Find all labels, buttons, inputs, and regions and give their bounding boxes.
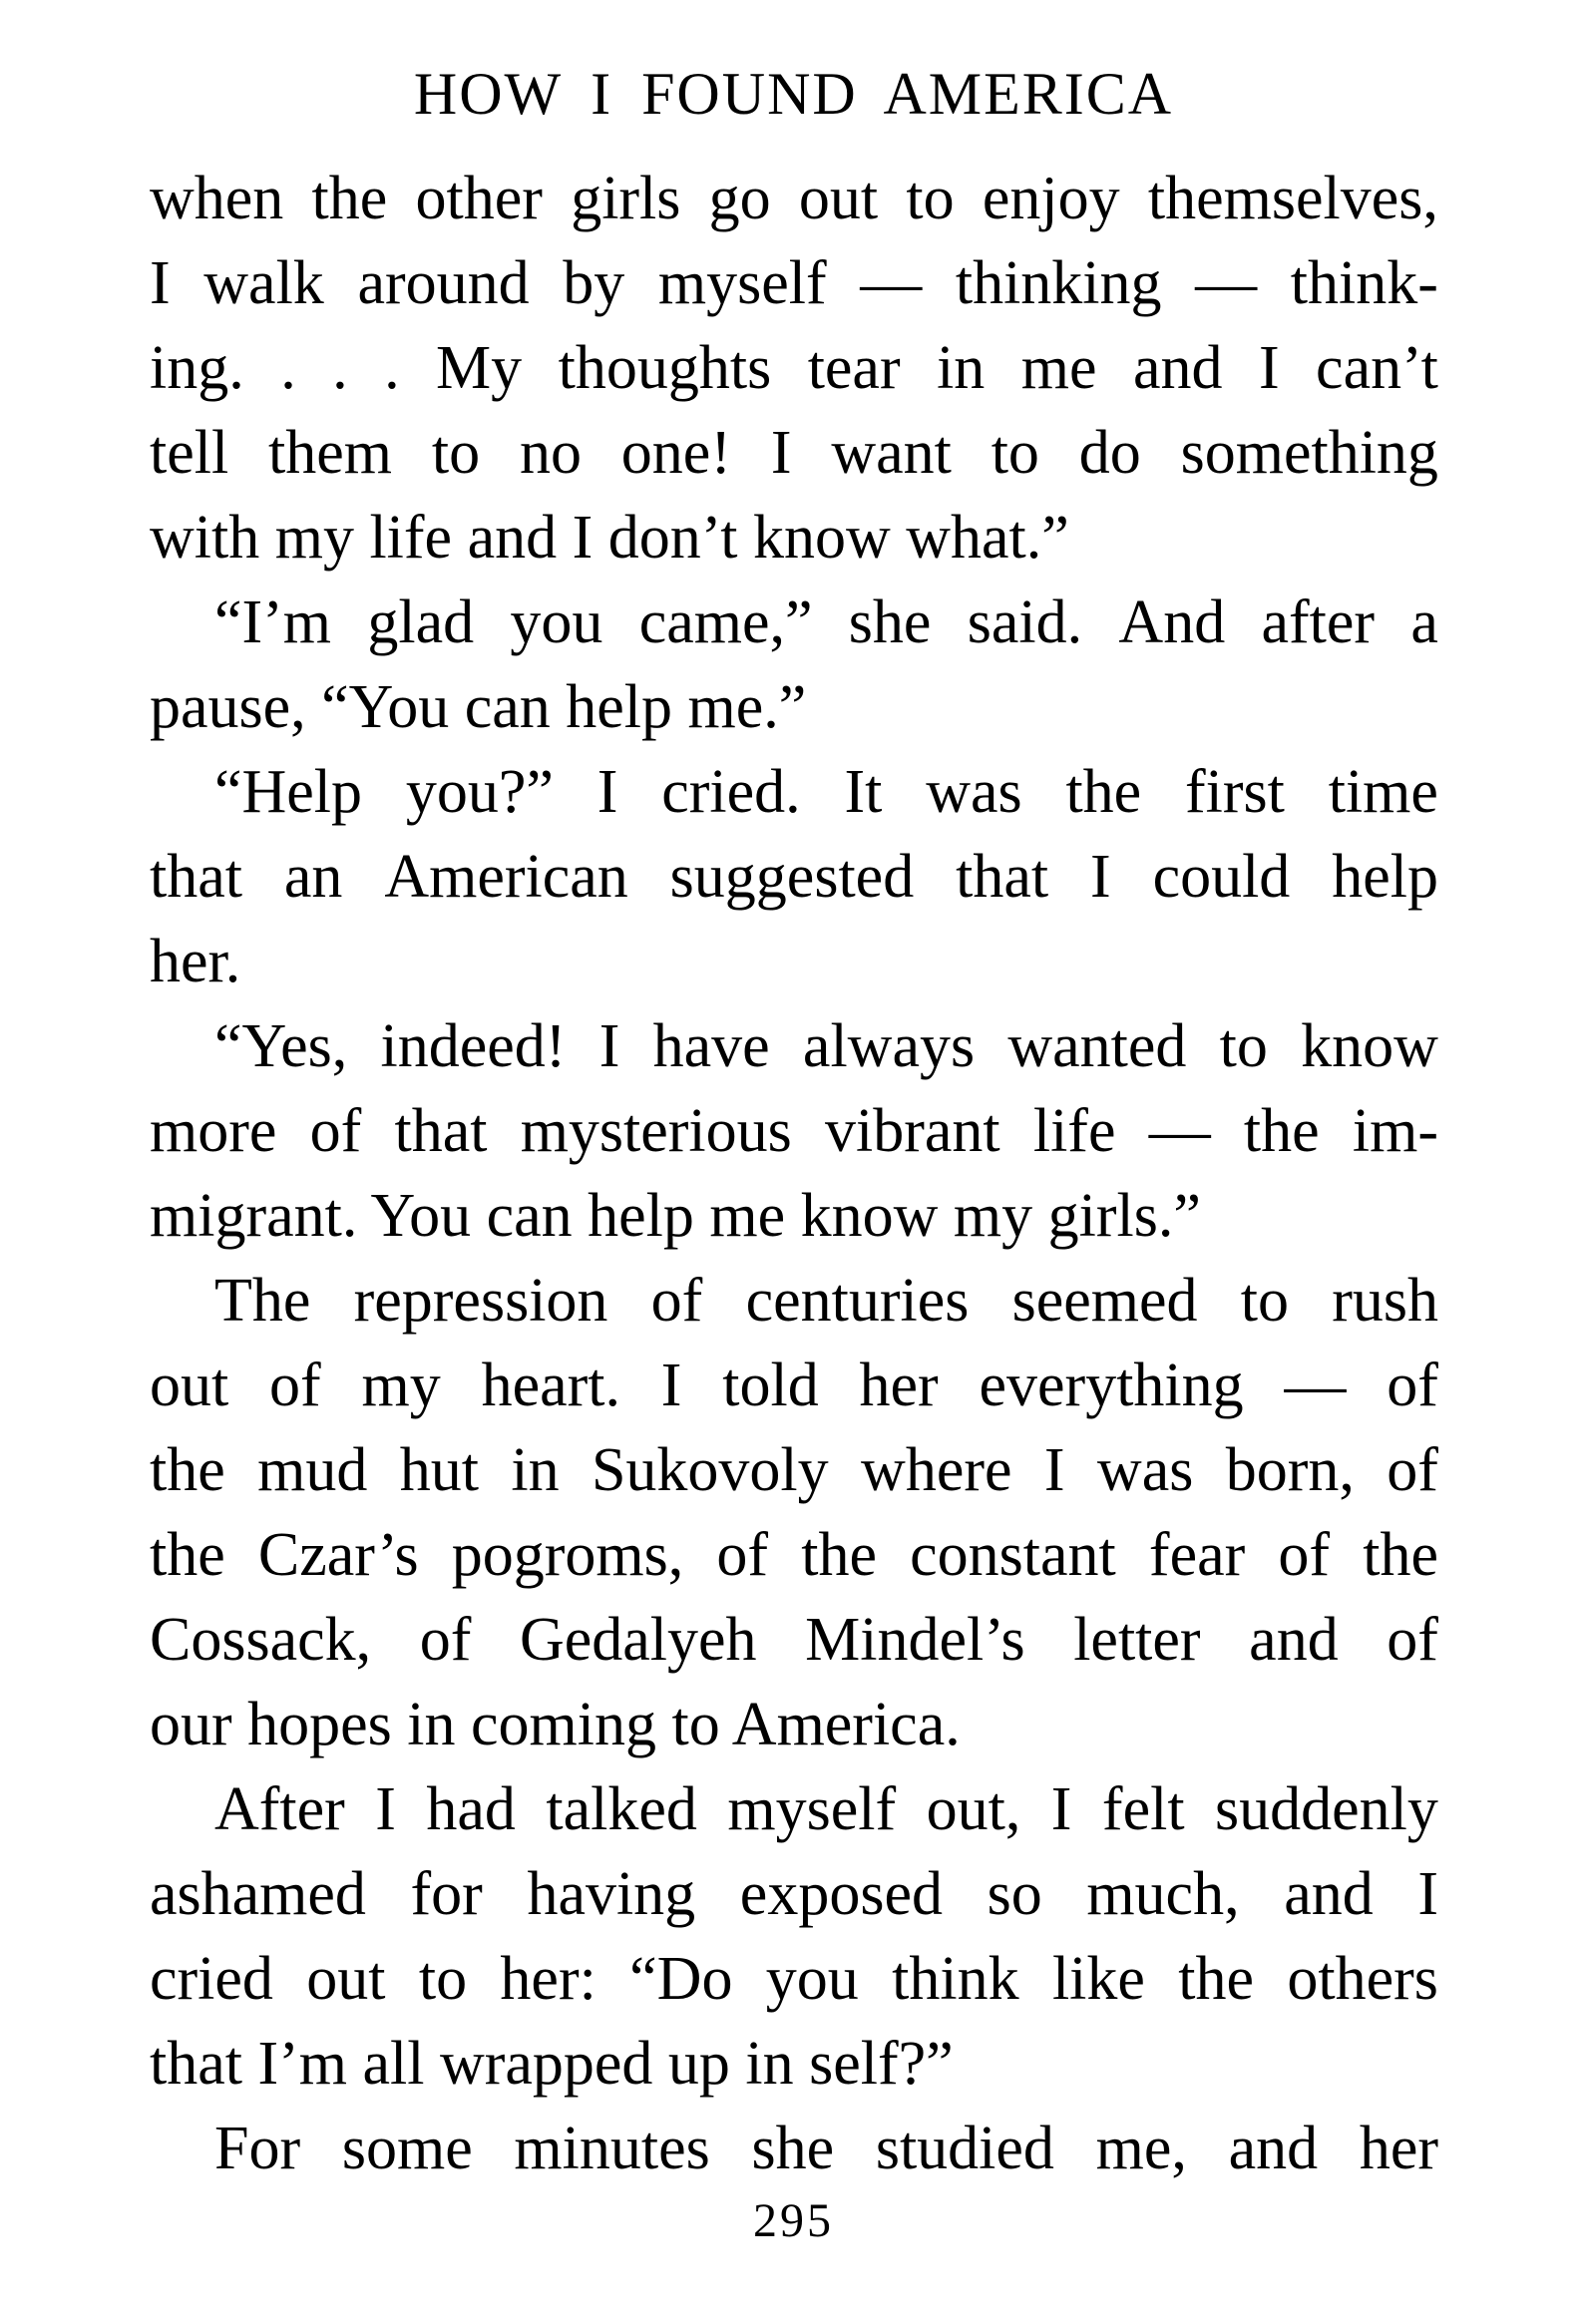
word: I [1258, 334, 1280, 402]
text-line: that I’m all wrapped up in self?” [150, 2030, 954, 2098]
text-line [150, 1428, 1438, 1513]
word: the [1065, 758, 1142, 826]
word: “Do [629, 1945, 733, 2013]
page-header: HOW I FOUND AMERICA [413, 61, 1174, 127]
word: myself [657, 249, 827, 317]
word: where [861, 1436, 1012, 1504]
text-line: her. [150, 928, 241, 995]
word: her [1359, 2115, 1438, 2182]
word: her [859, 1352, 939, 1419]
text-line [150, 326, 1438, 411]
word: a [1410, 588, 1438, 656]
word: of [419, 1606, 472, 1674]
word: It [844, 758, 883, 826]
word: — [860, 249, 923, 317]
text-line [150, 2107, 1438, 2191]
text-line: with my life and I don’t know what.” [150, 504, 1069, 572]
word: mud [257, 1436, 368, 1504]
text-line [150, 581, 1438, 665]
text-line: pause, “You can help me.” [150, 673, 807, 741]
word: could [1152, 843, 1291, 911]
word: always [802, 1012, 976, 1080]
word: Mindel’s [805, 1606, 1025, 1674]
word: want [831, 419, 952, 487]
word: . [332, 334, 348, 402]
text-line [150, 241, 1438, 326]
word: indeed! [380, 1012, 567, 1080]
word: walk [203, 249, 324, 317]
word: and [1249, 1606, 1339, 1674]
word: constant [910, 1521, 1116, 1589]
word: other [415, 165, 543, 232]
word: felt [1101, 1775, 1185, 1843]
word: tell [150, 419, 229, 487]
word: For [214, 2115, 301, 2182]
word: to [991, 419, 1039, 487]
word: . [384, 334, 400, 402]
word: told [722, 1352, 819, 1419]
word: of [1387, 1606, 1438, 1674]
word: in [511, 1436, 560, 1504]
word: that [394, 1097, 488, 1165]
word: in [937, 334, 986, 402]
word: I [1417, 1860, 1438, 1928]
text-line [150, 1598, 1438, 1683]
word: And [1118, 588, 1226, 656]
word: and [1284, 1860, 1374, 1928]
word: when [150, 165, 284, 232]
word: you [765, 1945, 859, 2013]
word: to [418, 1945, 468, 2013]
word: came,” [638, 588, 813, 656]
word: I [1090, 843, 1111, 911]
text-block [150, 157, 1438, 2191]
word: the [150, 1521, 225, 1589]
word: that [150, 843, 242, 911]
word: can’t [1316, 334, 1438, 402]
word: wanted [1007, 1012, 1187, 1080]
word: seemed [1011, 1267, 1198, 1335]
word: think- [1290, 249, 1438, 317]
word: Sukovoly [591, 1436, 829, 1504]
word: minutes [514, 2115, 710, 2182]
word: girls [571, 165, 681, 232]
word: myself [727, 1775, 897, 1843]
word: My [436, 334, 523, 402]
word: I [660, 1352, 682, 1419]
word: im- [1352, 1097, 1438, 1165]
word: mysterious [520, 1097, 792, 1165]
word: to [431, 419, 481, 487]
word: around [357, 249, 530, 317]
text-line [150, 1937, 1438, 2022]
word: my [361, 1352, 441, 1419]
word: I [1050, 1775, 1072, 1843]
word: life [1032, 1097, 1116, 1165]
word: after [1261, 588, 1376, 656]
word: I [1043, 1436, 1065, 1504]
word: she [751, 2115, 835, 2182]
word: the [1363, 1521, 1438, 1589]
word: having [527, 1860, 696, 1928]
word: I [770, 419, 792, 487]
word: of [309, 1097, 362, 1165]
word: cried. [661, 758, 801, 826]
word: time [1328, 758, 1438, 826]
word: letter [1073, 1606, 1201, 1674]
word: no [519, 419, 582, 487]
word: and [1132, 334, 1223, 402]
word: tear [807, 334, 901, 402]
word: out [306, 1945, 386, 2013]
word: Gedalyeh [520, 1606, 757, 1674]
text-line [150, 1767, 1438, 1852]
word: out [150, 1352, 229, 1419]
word: out [798, 165, 879, 232]
word: an [283, 843, 343, 911]
word: suddenly [1215, 1775, 1438, 1843]
word: something [1180, 419, 1438, 487]
text-line [150, 1344, 1438, 1428]
text-line [150, 1852, 1438, 1937]
word: thoughts [558, 334, 772, 402]
word: think [892, 1945, 1019, 2013]
text-line [150, 1513, 1438, 1598]
word: I [375, 1775, 396, 1843]
text-line [150, 750, 1438, 835]
word: said. [967, 588, 1083, 656]
word: vibrant [825, 1097, 1000, 1165]
word: had [426, 1775, 516, 1843]
word: first [1185, 758, 1285, 826]
word: go [708, 165, 771, 232]
word: heart. [481, 1352, 620, 1419]
word: . [280, 334, 296, 402]
word: the [801, 1521, 877, 1589]
word: themselves, [1147, 165, 1438, 232]
word: centuries [745, 1267, 970, 1335]
word: of [1387, 1436, 1438, 1504]
page-number: 295 [753, 2194, 834, 2247]
word: thinking [955, 249, 1162, 317]
word: pogroms, [451, 1521, 684, 1589]
text-line: our hopes in coming to America. [150, 1691, 961, 1758]
word: cried [150, 1945, 273, 2013]
word: After [214, 1775, 345, 1843]
text-line [150, 835, 1438, 920]
word: exposed [739, 1860, 943, 1928]
word: she [848, 588, 932, 656]
text-line [150, 1089, 1438, 1174]
word: one! [620, 419, 731, 487]
word: you [510, 588, 603, 656]
word: of [1278, 1521, 1331, 1589]
word: ing. [150, 334, 244, 402]
word: enjoy [982, 165, 1120, 232]
word: the [311, 165, 388, 232]
word: everything [979, 1352, 1244, 1419]
word: was [926, 758, 1022, 826]
word: glad [367, 588, 475, 656]
word: of [269, 1352, 321, 1419]
word: much, [1086, 1860, 1240, 1928]
word: Czar’s [257, 1521, 419, 1589]
word: Cossack, [150, 1606, 372, 1674]
word: born, [1225, 1436, 1355, 1504]
text-line [150, 157, 1438, 241]
word: so [987, 1860, 1042, 1928]
word: some [341, 2115, 473, 2182]
word: know [1301, 1012, 1438, 1080]
word: “Help [214, 758, 363, 826]
word: you?” [405, 758, 554, 826]
word: me, [1095, 2115, 1187, 2182]
word: — [1284, 1352, 1347, 1419]
word: the [150, 1436, 225, 1504]
word: I [150, 249, 171, 317]
word: was [1096, 1436, 1194, 1504]
word: more [150, 1097, 277, 1165]
word: the [1178, 1945, 1255, 2013]
word: American [384, 843, 628, 911]
word: The [214, 1267, 311, 1335]
text-line [150, 1259, 1438, 1344]
word: her: [500, 1945, 596, 2013]
word: of [1387, 1352, 1438, 1419]
text-line [150, 411, 1438, 496]
word: for [410, 1860, 483, 1928]
word: suggested [669, 843, 915, 911]
word: others [1287, 1945, 1438, 2013]
word: talked [546, 1775, 697, 1843]
word: “I’m [214, 588, 332, 656]
word: that [956, 843, 1049, 911]
word: fear [1148, 1521, 1246, 1589]
word: help [1332, 843, 1438, 911]
word: to [1219, 1012, 1268, 1080]
word: repression [353, 1267, 608, 1335]
word: hut [399, 1436, 479, 1504]
word: like [1051, 1945, 1145, 2013]
word: I [596, 758, 618, 826]
word: ashamed [150, 1860, 366, 1928]
word: by [563, 249, 625, 317]
word: — [1195, 249, 1258, 317]
word: rush [1332, 1267, 1438, 1335]
word: do [1078, 419, 1141, 487]
word: of [716, 1521, 769, 1589]
word: have [652, 1012, 770, 1080]
word: of [650, 1267, 703, 1335]
text-line: migrant. You can help me know my girls.” [150, 1182, 1201, 1250]
word: the [1243, 1097, 1320, 1165]
word: studied [875, 2115, 1054, 2182]
word: me [1020, 334, 1097, 402]
word: them [268, 419, 393, 487]
word: “Yes, [214, 1012, 348, 1080]
word: to [906, 165, 955, 232]
word: out, [926, 1775, 1021, 1843]
word: and [1228, 2115, 1319, 2182]
text-line [150, 1004, 1438, 1089]
word: I [598, 1012, 620, 1080]
word: — [1148, 1097, 1211, 1165]
word: to [1240, 1267, 1289, 1335]
